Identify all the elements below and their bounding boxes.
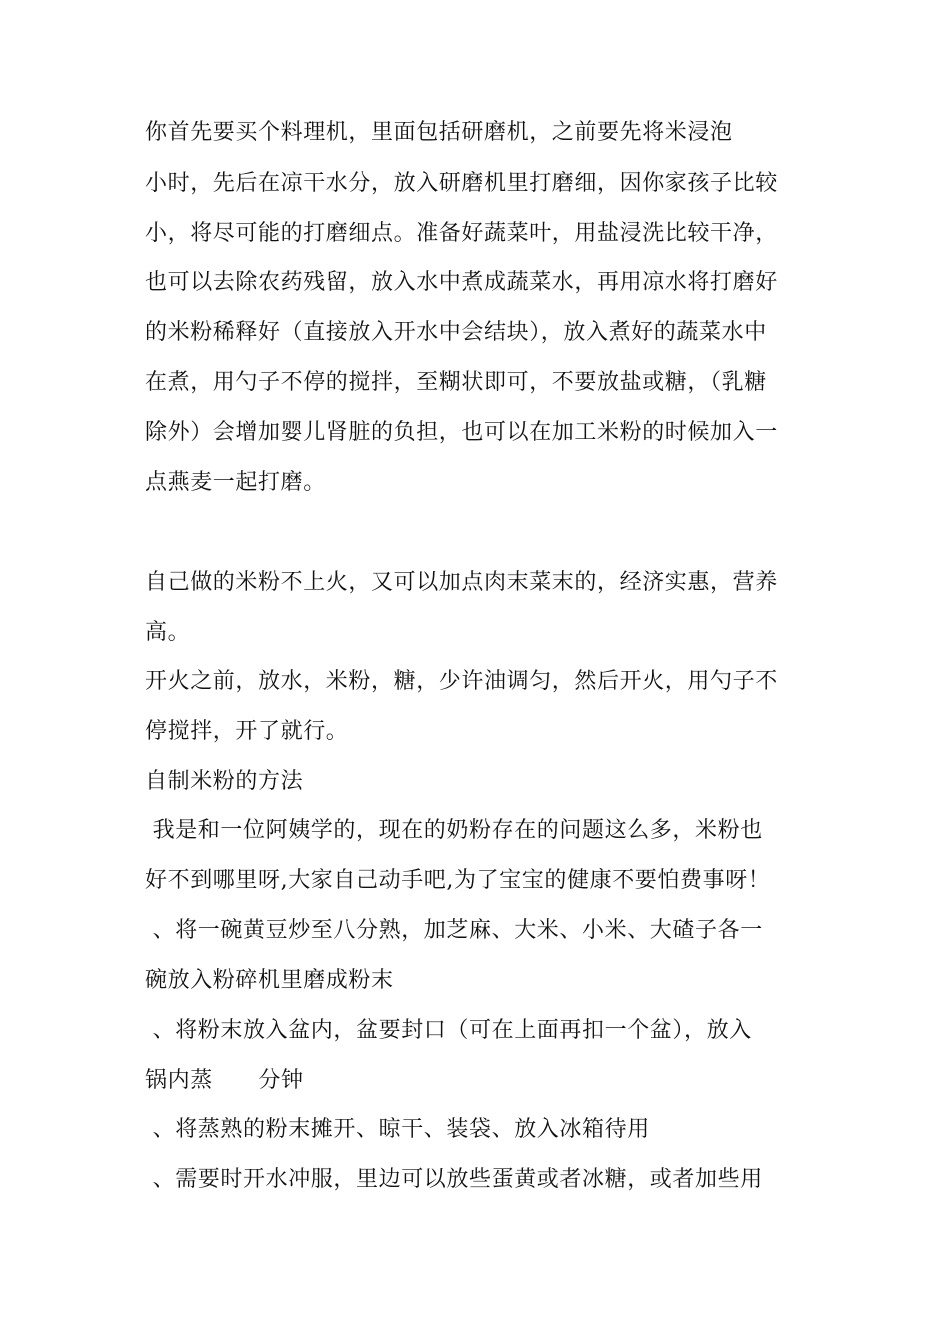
- paragraph-3-line-1: 开火之前，放水，米粉，糖，少许油调匀，然后开火，用勺子不: [145, 669, 778, 694]
- paragraph-1-line-1: 你首先要买个料理机，里面包括研磨机，之前要先将米浸泡: [145, 120, 733, 145]
- paragraph-1-line-3: 小，将尽可能的打磨细点。准备好蔬菜叶，用盐浸洗比较干净，: [145, 221, 778, 246]
- step-3-line-1: 、将蒸熟的粉末摊开、晾干、装袋、放入冰箱待用: [145, 1117, 650, 1142]
- paragraph-4-line-1: 我是和一位阿姨学的，现在的奶粉存在的问题这么多，米粉也: [145, 818, 763, 843]
- step-4-line-1: 、需要时开水冲服，里边可以放些蛋黄或者冰糖，或者加些用: [145, 1167, 763, 1192]
- paragraph-4-line-2: 好不到哪里呀,大家自己动手吧,为了宝宝的健康不要怕费事呀！: [145, 868, 771, 893]
- paragraph-2-line-1: 自己做的米粉不上火，又可以加点肉末菜末的，经济实惠，营养: [145, 570, 778, 595]
- paragraph-2-line-2: 高。: [145, 620, 191, 645]
- paragraph-3-line-2: 停搅拌，开了就行。: [145, 719, 349, 744]
- paragraph-1-line-8: 点燕麦一起打磨。: [145, 470, 326, 495]
- paragraph-1-line-6: 在煮，用勺子不停的搅拌，至糊状即可，不要放盐或糖，（乳糖: [145, 370, 767, 395]
- step-2-line-2: 锅内蒸 分钟: [145, 1068, 304, 1093]
- paragraph-1-line-4: 也可以去除农药残留，放入水中煮成蔬菜水，再用凉水将打磨好: [145, 270, 778, 295]
- paragraph-1-line-2: 小时，先后在凉干水分，放入研磨机里打磨细，因你家孩子比较: [145, 171, 778, 196]
- section-title: 自制米粉的方法: [145, 769, 304, 794]
- paragraph-1-line-5: 的米粉稀释好（直接放入开水中会结块），放入煮好的蔬菜水中: [145, 320, 767, 345]
- step-1-line-1: 、将一碗黄豆炒至八分熟，加芝麻、大米、小米、大碴子各一: [145, 918, 763, 943]
- step-1-line-2: 碗放入粉碎机里磨成粉末: [145, 968, 394, 993]
- step-2-line-1: 、将粉末放入盆内，盆要封口（可在上面再扣一个盆），放入: [145, 1018, 752, 1043]
- paragraph-1-line-7: 除外）会增加婴儿肾脏的负担，也可以在加工米粉的时候加入一: [145, 420, 778, 445]
